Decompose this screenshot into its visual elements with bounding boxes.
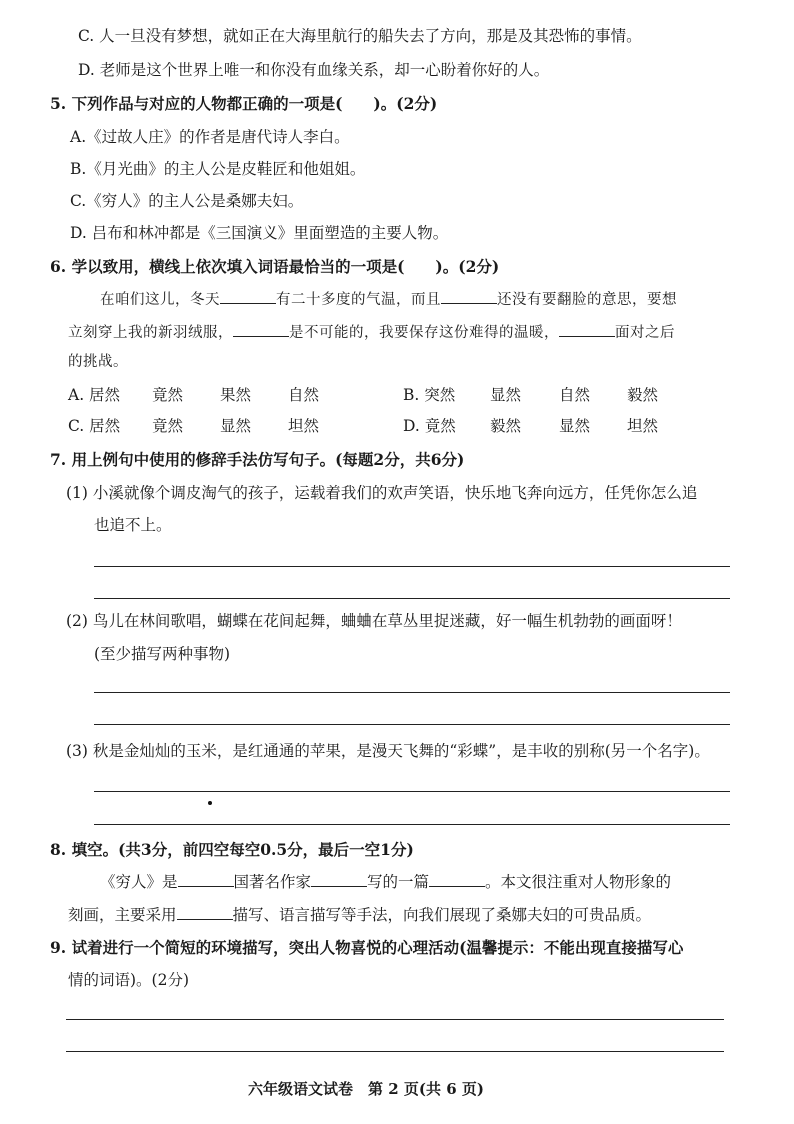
q5-option-c: C.《穷人》的主人公是桑娜夫妇。 bbox=[70, 192, 304, 210]
q5-option-b: B.《月光曲》的主人公是皮鞋匠和他姐姐。 bbox=[70, 160, 366, 178]
q7-3-answer-line-2[interactable] bbox=[94, 824, 730, 825]
q7-2-answer-line-1[interactable] bbox=[94, 692, 730, 693]
q4-option-d: D. 老师是这个世界上唯一和你没有血缘关系，却一心盼着你好的人。 bbox=[78, 61, 550, 79]
q4-option-c: C. 人一旦没有梦想，就如正在大海里航行的船失去了方向，那是及其恐怖的事情。 bbox=[78, 27, 642, 45]
q7-item-1: (1) 小溪就像个调皮淘气的孩子，运载着我们的欢声笑语，快乐地飞奔向远方，任凭你怎么追 bbox=[66, 484, 698, 502]
q9-answer-line-1[interactable] bbox=[66, 1019, 724, 1020]
q8-blank-1[interactable] bbox=[178, 872, 234, 887]
q6-option-b-word-3: 自然 bbox=[559, 386, 591, 404]
q6-option-d-word-4: 坦然 bbox=[627, 417, 659, 435]
q6-option-d-word-3: 显然 bbox=[559, 417, 591, 435]
q8-line-2 bbox=[68, 905, 651, 925]
q6-option-c-word-2: 竟然 bbox=[152, 417, 184, 435]
q7-item-2: (2) 鸟儿在林间歌唱，蝴蝶在花间起舞，蛐蛐在草丛里捉迷藏，好一幅生机勃勃的画面呀！ bbox=[66, 612, 682, 630]
q8-text-e: 刻画，主要采用 bbox=[68, 906, 177, 924]
q8-blank-3[interactable] bbox=[429, 872, 485, 887]
ink-speck bbox=[208, 801, 212, 805]
q6-passage-line-2 bbox=[68, 322, 675, 343]
question-9-cont: 情的词语)。(2分) bbox=[68, 971, 190, 989]
q7-1-answer-line-2[interactable] bbox=[94, 598, 730, 599]
q5-option-d: D. 吕布和林冲都是《三国演义》里面塑造的主要人物。 bbox=[70, 224, 449, 242]
page-footer: 六年级语文试卷 第 2 页(共 6 页) bbox=[248, 1080, 484, 1098]
q6-blank-4[interactable] bbox=[559, 322, 615, 337]
question-9: 9. 试着进行一个简短的环境描写，突出人物喜悦的心理活动(温馨提示：不能出现直接描写心 bbox=[50, 938, 684, 957]
q8-text-b: 国著名作家 bbox=[233, 873, 312, 891]
q5-option-a: A.《过故人庄》的作者是唐代诗人李白。 bbox=[70, 128, 350, 146]
q6-option-b-word-4: 毅然 bbox=[627, 386, 659, 404]
q8-line-1 bbox=[100, 872, 671, 892]
question-5: 5. 下列作品与对应的人物都正确的一项是( )。(2分) bbox=[50, 94, 438, 113]
q8-blank-2[interactable] bbox=[311, 872, 367, 887]
q7-item-2-cont: (至少描写两种事物) bbox=[94, 645, 231, 663]
q6-options-row-1 bbox=[0, 385, 794, 405]
q6-option-b-word-2: 显然 bbox=[490, 386, 522, 404]
q6-option-d[interactable]: D. 竟然 bbox=[403, 417, 456, 435]
q8-text-d: 。本文很注重对人物形象的 bbox=[485, 873, 672, 891]
q6-blank-1[interactable] bbox=[220, 289, 276, 304]
question-6: 6. 学以致用，横线上依次填入词语最恰当的一项是( )。(2分) bbox=[50, 257, 500, 276]
q6-p2-a: 立刻穿上我的新羽绒服， bbox=[68, 325, 233, 341]
q6-blank-3[interactable] bbox=[233, 322, 289, 337]
q6-option-a-word-2: 竟然 bbox=[152, 386, 184, 404]
q6-option-c-word-3: 显然 bbox=[220, 417, 252, 435]
question-8: 8. 填空。(共3分，前四空每空0.5分，最后一空1分) bbox=[50, 840, 414, 859]
q7-item-3: (3) 秋是金灿灿的玉米，是红通通的苹果，是漫天飞舞的“彩蝶”，是丰收的别称(另一个名字)。 bbox=[66, 742, 710, 760]
q7-3-answer-line-1[interactable] bbox=[94, 791, 730, 792]
q6-option-c-word-4: 坦然 bbox=[288, 417, 320, 435]
q7-1-answer-line-1[interactable] bbox=[94, 566, 730, 567]
q6-passage-line-3: 的挑战。 bbox=[68, 354, 128, 370]
q8-text-a: 《穷人》是 bbox=[100, 873, 178, 891]
q6-blank-2[interactable] bbox=[441, 289, 497, 304]
q6-option-c[interactable]: C. 居然 bbox=[68, 417, 121, 435]
q6-option-a-word-4: 自然 bbox=[288, 386, 320, 404]
q6-option-a-word-3: 果然 bbox=[220, 386, 252, 404]
q6-option-d-word-2: 毅然 bbox=[490, 417, 522, 435]
q6-passage-line-1 bbox=[100, 289, 677, 310]
q8-blank-4[interactable] bbox=[177, 905, 233, 920]
q6-option-b[interactable]: B. 突然 bbox=[403, 386, 456, 404]
question-7: 7. 用上例句中使用的修辞手法仿写句子。(每题2分，共6分) bbox=[50, 450, 465, 469]
q6-p1-c: 还没有要翻脸的意思，要想 bbox=[497, 292, 677, 308]
q6-p1-a: 在咱们这儿，冬天 bbox=[100, 292, 220, 308]
q6-options-row-2 bbox=[0, 416, 794, 436]
q8-text-f: 描写、语言描写等手法，向我们展现了桑娜夫妇的可贵品质。 bbox=[232, 906, 652, 924]
q7-2-answer-line-2[interactable] bbox=[94, 724, 730, 725]
q7-item-1-cont: 也追不上。 bbox=[94, 516, 172, 534]
q6-option-a[interactable]: A. 居然 bbox=[68, 386, 121, 404]
q9-answer-line-2[interactable] bbox=[66, 1051, 724, 1052]
q6-p2-c: 面对之后 bbox=[615, 325, 675, 341]
q6-p2-b: 是不可能的，我要保存这份难得的温暖， bbox=[289, 325, 559, 341]
q8-text-c: 写的一篇 bbox=[367, 873, 430, 891]
q6-p1-b: 有二十多度的气温，而且 bbox=[276, 292, 441, 308]
